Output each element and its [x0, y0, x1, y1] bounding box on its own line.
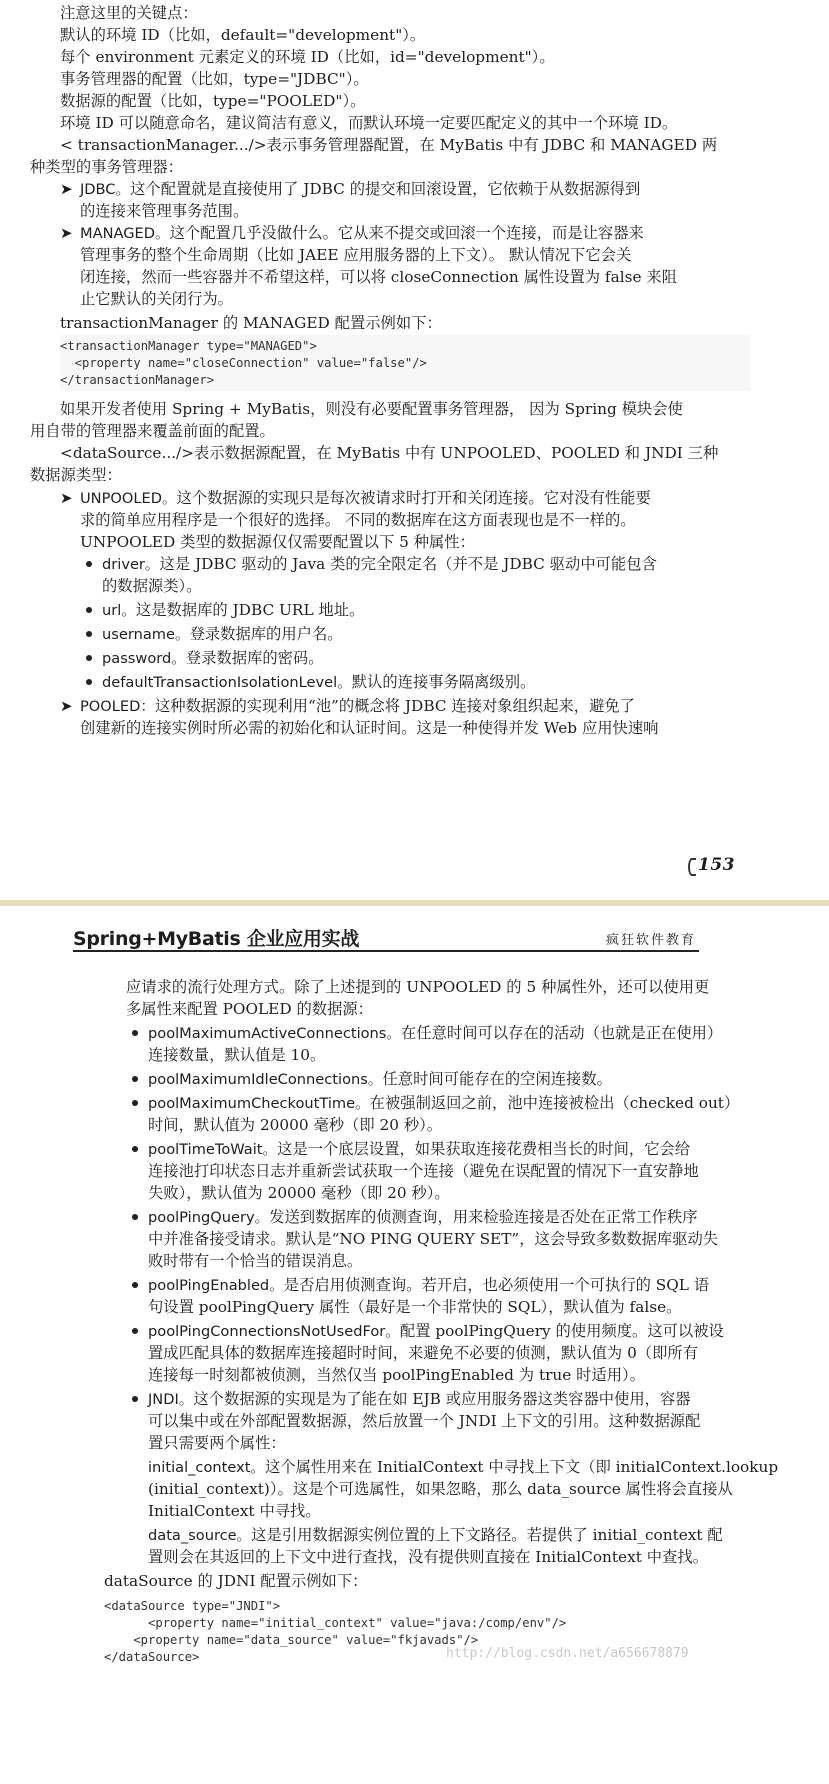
term-desc: 在被强制返回之前，池中连接被检出（checked out）	[369, 1094, 740, 1112]
term: username。	[102, 626, 190, 643]
term-desc: 这个数据源的实现是为了能在如 EJB 或应用服务器这类容器中使用，容器	[193, 1390, 691, 1408]
bullet-dot-icon	[132, 1328, 138, 1334]
arrow-bullet-icon: ➤	[60, 224, 73, 242]
term: poolMaximumActiveConnections。	[148, 1025, 401, 1042]
text-line: 用自带的管理器来覆盖前面的配置。	[30, 422, 275, 440]
text-line: 数据源的配置（比如，type="POOLED"）。	[60, 92, 366, 110]
text-line: 环境 ID 可以随意命名，建议简洁有意义，而默认环境一定要匹配定义的其中一个环境 ID。	[60, 114, 678, 132]
term: driver。	[102, 556, 160, 573]
text-line: UNPOOLED 类型的数据源仅仅需要配置以下 5 种属性：	[80, 533, 475, 551]
code-line: <property name="closeConnection" value="false"/>	[60, 356, 427, 370]
running-header-title: Spring+MyBatis 企业应用实战	[73, 928, 360, 950]
term-desc: 这是 JDBC 驱动的 Java 类的完全限定名（并不是 JDBC 驱动中可能包含	[159, 555, 657, 573]
text-line: 事务管理器的配置（比如，type="JDBC"）。	[60, 70, 369, 88]
bullet-dot-icon	[132, 1076, 138, 1082]
term-desc: 这是数据库的 JDBC URL 地址。	[135, 601, 365, 619]
code-line: <property name="initial_context" value="java:/comp/env"/>	[104, 1616, 567, 1630]
list-item-isolation-level	[102, 671, 535, 694]
page-number-ornament-icon	[688, 858, 696, 876]
text-line: 创建新的连接实例时所必需的初始化和认证时间。这是一种使得并发 Web 应用快速响	[80, 719, 659, 737]
text-line: 连接数量，默认值是 10。	[148, 1046, 326, 1064]
bullet-dot-icon	[86, 631, 92, 637]
text-line: 管理事务的整个生命周期（比如 JAEE 应用服务器的上下文）。 默认情况下它会关	[80, 246, 632, 264]
text-line: 置则会在其返回的上下文中进行查找，没有提供则直接在 InitialContext 中查找。	[148, 1548, 708, 1566]
term-desc: 这个数据源的实现只是每次被请求时打开和关闭连接。它对没有性能要	[176, 489, 651, 507]
text-line: InitialContext 中寻找。	[148, 1502, 321, 1520]
text-line: < transactionManager.../>表示事务管理器配置，在 MyBatis 中有 JDBC 和 MANAGED 两	[60, 136, 718, 154]
text-line: 败时带有一个恰当的错误消息。	[148, 1252, 363, 1270]
term: initial_context。	[148, 1459, 266, 1476]
term-desc: 任意时间可能存在的空闲连接数。	[382, 1070, 612, 1088]
list-item-pool-max-active	[148, 1022, 722, 1045]
list-item-username	[102, 623, 343, 646]
arrow-bullet-icon: ➤	[60, 697, 73, 715]
code-line: </dataSource>	[104, 1650, 200, 1664]
list-item-driver	[102, 553, 657, 576]
bullet-dot-icon	[132, 1100, 138, 1106]
bullet-dot-icon	[86, 561, 92, 567]
bullet-dot-icon	[132, 1146, 138, 1152]
term-desc: 这是一个底层设置，如果获取连接花费相当长的时间，它会给	[277, 1140, 691, 1158]
list-item-pool-time-to-wait	[148, 1138, 690, 1161]
running-header-publisher: 疯狂软件教育	[606, 933, 697, 948]
text-line: 连接池打印状态日志并重新尝试获取一个连接（避免在误配置的情况下一直安静地	[148, 1162, 699, 1180]
text-line: 句设置 poolPingQuery 属性（最好是一个非常快的 SQL），默认值为 false。	[148, 1298, 682, 1316]
code-line: </transactionManager>	[60, 373, 215, 387]
text-line: (initial_context)）。这是个可选属性，如果忽略，那么 data_source 属性将会直接从	[148, 1480, 733, 1498]
term-desc: 登录数据库的用户名。	[189, 625, 343, 643]
text-line: 可以集中或在外部配置数据源，然后放置一个 JNDI 上下文的引用。这种数据源配	[148, 1412, 701, 1430]
term: password。	[102, 650, 186, 667]
term: defaultTransactionIsolationLevel。	[102, 674, 352, 691]
list-item-jdbc	[80, 178, 640, 201]
list-item-pool-ping-enabled	[148, 1274, 709, 1297]
header-rule	[73, 950, 699, 952]
code-line: <property name="data_source" value="fkjavads"/>	[104, 1633, 479, 1647]
jndi-prop-data-source	[148, 1524, 723, 1547]
list-item-pooled	[80, 695, 635, 718]
term: POOLED：	[80, 698, 155, 715]
list-item-pool-max-idle	[148, 1068, 612, 1091]
code-line: <dataSource type="JNDI">	[104, 1599, 281, 1613]
bullet-dot-icon	[86, 655, 92, 661]
jndi-prop-initial-context	[148, 1456, 778, 1479]
text-line: 置成匹配具体的数据库连接超时时间，来避免不必要的侦测，默认值为 0（即所有	[148, 1344, 698, 1362]
text-line: 止它默认的关闭行为。	[80, 290, 233, 308]
text-line: 闭连接，然而一些容器并不希望这样，可以将 closeConnection 属性设置为 false 来阻	[80, 268, 677, 286]
page-154	[0, 906, 829, 1784]
term: MANAGED。	[80, 225, 170, 242]
term: JNDI。	[148, 1391, 194, 1408]
code-line: <transactionManager type="MANAGED">	[60, 339, 317, 353]
term: poolPingConnectionsNotUsedFor。	[148, 1323, 400, 1340]
term: JDBC。	[80, 181, 131, 198]
text-line: 数据源类型：	[30, 466, 122, 484]
bullet-dot-icon	[86, 679, 92, 685]
text-line: 多属性来配置 POOLED 的数据源：	[126, 1000, 373, 1018]
watermark: http://blog.csdn.net/a656678879	[446, 1646, 689, 1661]
text-line: 的数据源类）。	[102, 577, 202, 595]
list-item-password	[102, 647, 324, 670]
term-desc: 这是引用数据源实例位置的上下文路径。若提供了 initial_context 配	[251, 1526, 723, 1544]
term-desc: 默认的连接事务隔离级别。	[351, 673, 536, 691]
term-desc: 配置 poolPingQuery 的使用频度。这可以被设	[399, 1322, 724, 1340]
text-line: 每个 environment 元素定义的环境 ID（比如，id="development"）。	[60, 48, 555, 66]
term: poolPingQuery。	[148, 1209, 270, 1226]
text-line: 失败），默认值为 20000 毫秒（即 20 秒）。	[148, 1184, 450, 1202]
term-desc: 发送到数据库的侦测查询，用来检验连接是否处在正常工作秩序	[269, 1208, 698, 1226]
text-line: <dataSource.../>表示数据源配置，在 MyBatis 中有 UNPOOLED、POOLED 和 JNDI 三种	[60, 444, 719, 462]
bullet-dot-icon	[132, 1030, 138, 1036]
text-line: 如果开发者使用 Spring + MyBatis，则没有必要配置事务管理器， 因为 Spring 模块会使	[60, 400, 683, 418]
list-item-url	[102, 599, 364, 622]
text-line: 应请求的流行处理方式。除了上述提到的 UNPOOLED 的 5 种属性外，还可以使用更	[126, 978, 710, 996]
text-line: 求的简单应用程序是一个很好的选择。 不同的数据库在这方面表现也是不一样的。	[80, 511, 636, 529]
bullet-dot-icon	[132, 1282, 138, 1288]
text-line: 中并准备接受请求。默认是“NO PING QUERY SET”，这会导致多数数据库驱动失	[148, 1230, 719, 1248]
list-item-pool-max-checkout	[148, 1092, 739, 1115]
list-item-pool-ping-query	[148, 1206, 698, 1229]
term: UNPOOLED。	[80, 490, 177, 507]
text-line: transactionManager 的 MANAGED 配置示例如下：	[60, 314, 442, 332]
term-desc: 是否启用侦测查询。若开启，也必须使用一个可执行的 SQL 语	[283, 1276, 710, 1294]
term-desc: 这个配置几乎没做什么。它从来不提交或回滚一个连接，而是让容器来	[169, 224, 644, 242]
text-line: 置只需要两个属性：	[148, 1434, 286, 1452]
arrow-bullet-icon: ➤	[60, 180, 73, 198]
term: poolPingEnabled。	[148, 1277, 284, 1294]
term-desc: 登录数据库的密码。	[185, 649, 324, 667]
text-line: 连接每一时刻都被侦测，当然仅当 poolPingEnabled 为 true 时适用）。	[148, 1366, 645, 1384]
text-line: dataSource 的 JDNI 配置示例如下：	[104, 1572, 368, 1590]
bullet-dot-icon	[132, 1396, 138, 1402]
text-line: 默认的环境 ID（比如，default="development"）。	[60, 26, 426, 44]
term: url。	[102, 602, 136, 619]
term: poolMaximumCheckoutTime。	[148, 1095, 370, 1112]
bullet-dot-icon	[132, 1214, 138, 1220]
term-desc: 在任意时间可以存在的活动（也就是正在使用）	[401, 1024, 723, 1042]
bullet-dot-icon	[86, 607, 92, 613]
term: poolTimeToWait。	[148, 1141, 278, 1158]
list-item-pool-ping-not-used	[148, 1320, 724, 1343]
arrow-bullet-icon: ➤	[60, 489, 73, 507]
page-number: 153	[698, 855, 735, 875]
text-line: 种类型的事务管理器：	[30, 158, 183, 176]
term: poolMaximumIdleConnections。	[148, 1071, 383, 1088]
term-desc: 这种数据源的实现利用“池”的概念将 JDBC 连接对象组织起来，避免了	[154, 697, 635, 715]
term-desc: 这个属性用来在 InitialContext 中寻找上下文（即 initialContext.lookup	[265, 1458, 779, 1476]
text-line: 时间，默认值为 20000 毫秒（即 20 秒）。	[148, 1116, 443, 1134]
list-item-managed	[80, 222, 644, 245]
list-item-unpooled	[80, 487, 651, 510]
list-item-jndi	[148, 1388, 691, 1411]
term-desc: 这个配置就是直接使用了 JDBC 的提交和回滚设置，它依赖于从数据源得到	[130, 180, 641, 198]
term: data_source。	[148, 1527, 252, 1544]
text-line: 的连接来管理事务范围。	[80, 202, 249, 220]
key-points-heading: 注意这里的关键点：	[60, 4, 198, 22]
